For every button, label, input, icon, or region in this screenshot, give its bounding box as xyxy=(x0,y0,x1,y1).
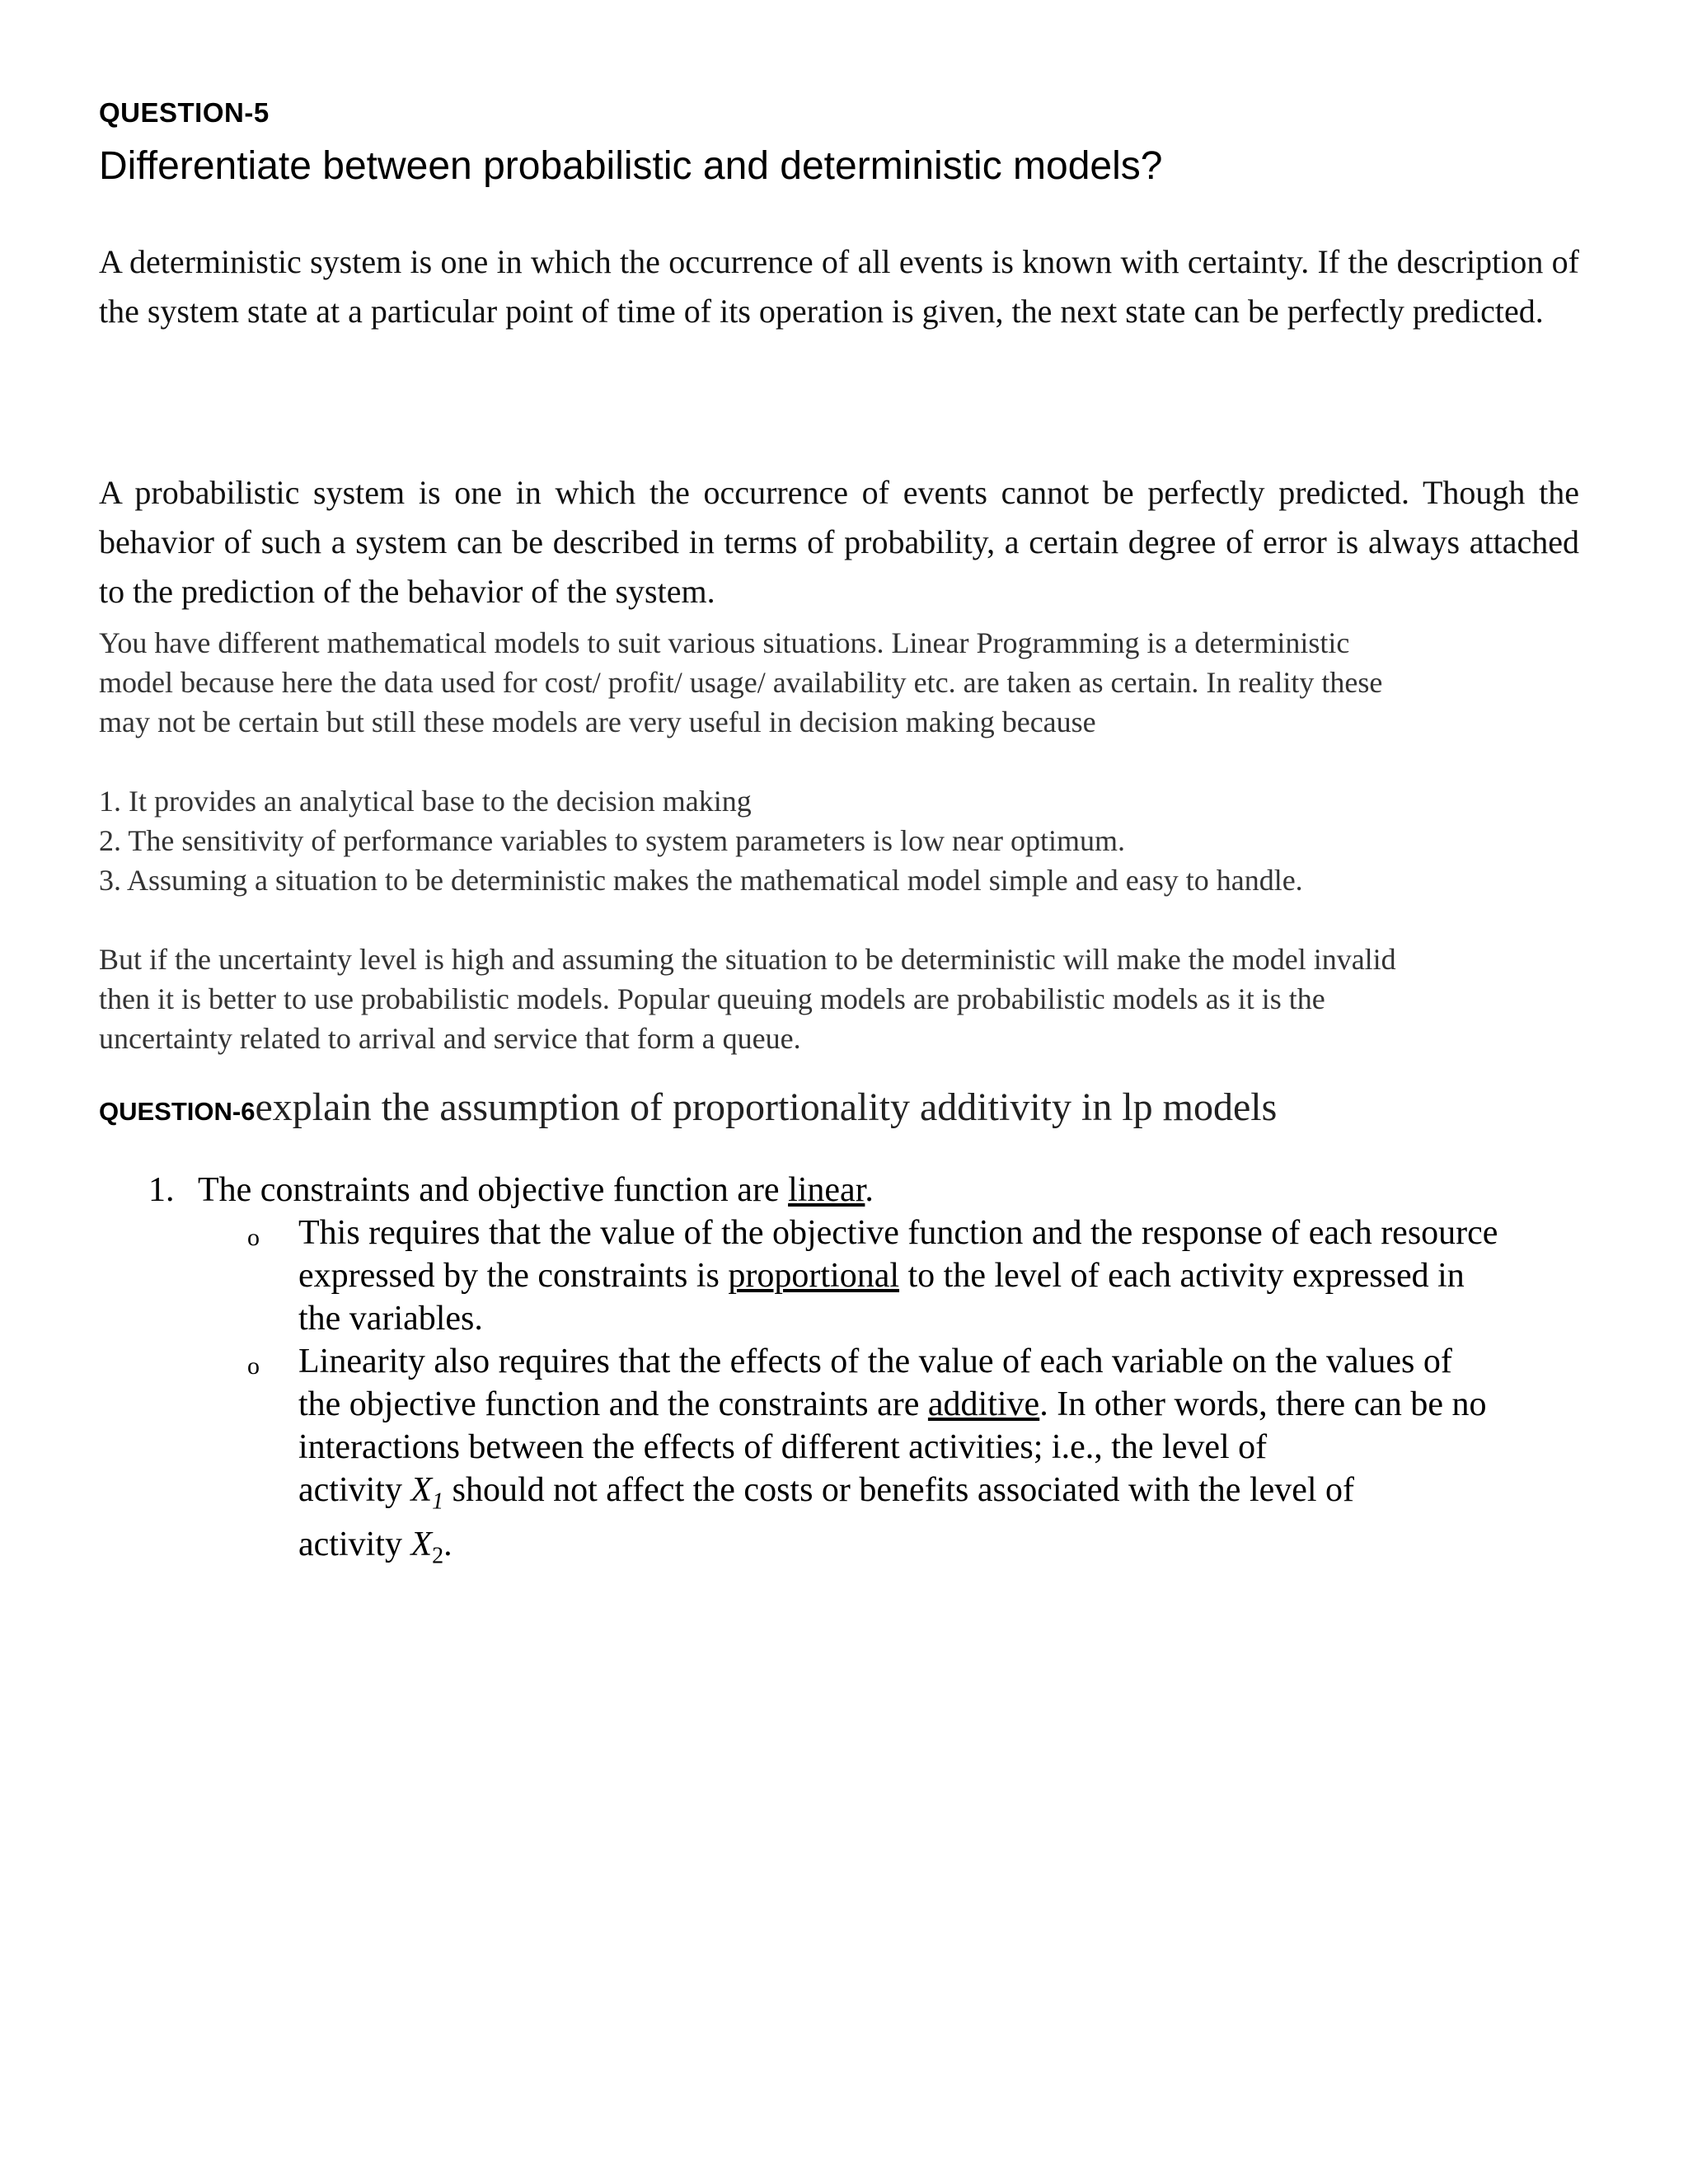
question-6-label: QUESTION-6 xyxy=(99,1097,256,1126)
bullet-line: Linearity also requires that the effects of the value of each variable on the values of xyxy=(298,1343,1452,1380)
variable-x: X xyxy=(410,1471,433,1509)
question-5-title: Differentiate between probabilistic and deterministic models? xyxy=(99,144,1163,188)
variable-x: X xyxy=(410,1526,433,1564)
underlined-term: additive xyxy=(927,1385,1040,1423)
text-span: activity xyxy=(298,1471,402,1509)
outro-line: then it is better to use probabilistic models. Popular queuing models are probabilistic models as it is the xyxy=(99,982,1325,1015)
reasons-list xyxy=(99,781,1579,900)
question-6-title: explain the assumption of proportionality additivity in lp models xyxy=(255,1085,1278,1129)
intro-line: You have different mathematical models to suit various situations. Linear Programming is a deterministic xyxy=(99,626,1350,659)
lp-list-item xyxy=(148,1170,874,1210)
underlined-term: linear xyxy=(788,1171,865,1209)
item-end: . xyxy=(865,1171,874,1209)
probabilistic-paragraph: A probabilistic system is one in which the occurrence of events cannot be perfectly predicted. Though the behavior of such a system can be described in terms of probability, a certain degree of error is always attached to the prediction of the behavior of the system. xyxy=(99,474,1579,610)
text-span: . In other words, there can be no xyxy=(1039,1385,1487,1423)
bullet-text xyxy=(298,1212,1584,1340)
text-span: the objective function and the constraints are xyxy=(298,1385,920,1423)
question-6-heading xyxy=(99,1085,1277,1130)
list-item: 2. The sensitivity of performance variables to system parameters is low near optimum. xyxy=(99,824,1126,857)
underlined-term: proportional xyxy=(728,1257,900,1295)
bullet-line xyxy=(298,1383,1584,1426)
intro-line: model because here the data used for cost/ profit/ usage/ availability etc. are taken as certain. In reality these xyxy=(99,666,1383,699)
bullet-line: the variables. xyxy=(298,1300,483,1338)
text-span: to the level of each activity expressed in xyxy=(907,1257,1465,1295)
item-text: The constraints and objective function are xyxy=(198,1171,780,1209)
subscript-1: 1 xyxy=(432,1488,444,1515)
outro-line: uncertainty related to arrival and service that form a queue. xyxy=(99,1022,801,1055)
deterministic-paragraph: A deterministic system is one in which the occurrence of all events is known with certainty. If the description of the system state at a particular point of time of its operation is given, the next state can be perfectly predicted. xyxy=(99,243,1579,330)
bullet-text xyxy=(298,1340,1584,1578)
text-span: activity xyxy=(298,1526,402,1564)
lp-outro-note xyxy=(99,940,1579,1058)
subscript-2: 2 xyxy=(432,1543,444,1569)
lp-intro-note xyxy=(99,623,1579,742)
question-5-label: QUESTION-5 xyxy=(99,97,270,128)
bullet-line xyxy=(298,1523,1584,1577)
text-span: expressed by the constraints is xyxy=(298,1257,720,1295)
circle-bullet-icon: o xyxy=(247,1224,260,1251)
bullet-line: interactions between the effects of different activities; i.e., the level of xyxy=(298,1428,1268,1466)
text-span: should not affect the costs or benefits associated with the level of xyxy=(452,1471,1355,1509)
bullet-line xyxy=(298,1254,1584,1297)
item-number: 1. xyxy=(148,1171,175,1209)
bullet-line: This requires that the value of the objective function and the response of each resource xyxy=(298,1214,1498,1252)
bullet-line xyxy=(298,1469,1584,1523)
list-item: 3. Assuming a situation to be deterministic makes the mathematical model simple and easy to handle. xyxy=(99,864,1303,897)
list-item: 1. It provides an analytical base to the decision making xyxy=(99,785,752,818)
text-span: . xyxy=(443,1526,452,1564)
outro-line: But if the uncertainty level is high and assuming the situation to be deterministic will make the model invalid xyxy=(99,943,1396,976)
circle-bullet-icon: o xyxy=(247,1352,260,1380)
intro-line: may not be certain but still these models are very useful in decision making because xyxy=(99,705,1096,738)
